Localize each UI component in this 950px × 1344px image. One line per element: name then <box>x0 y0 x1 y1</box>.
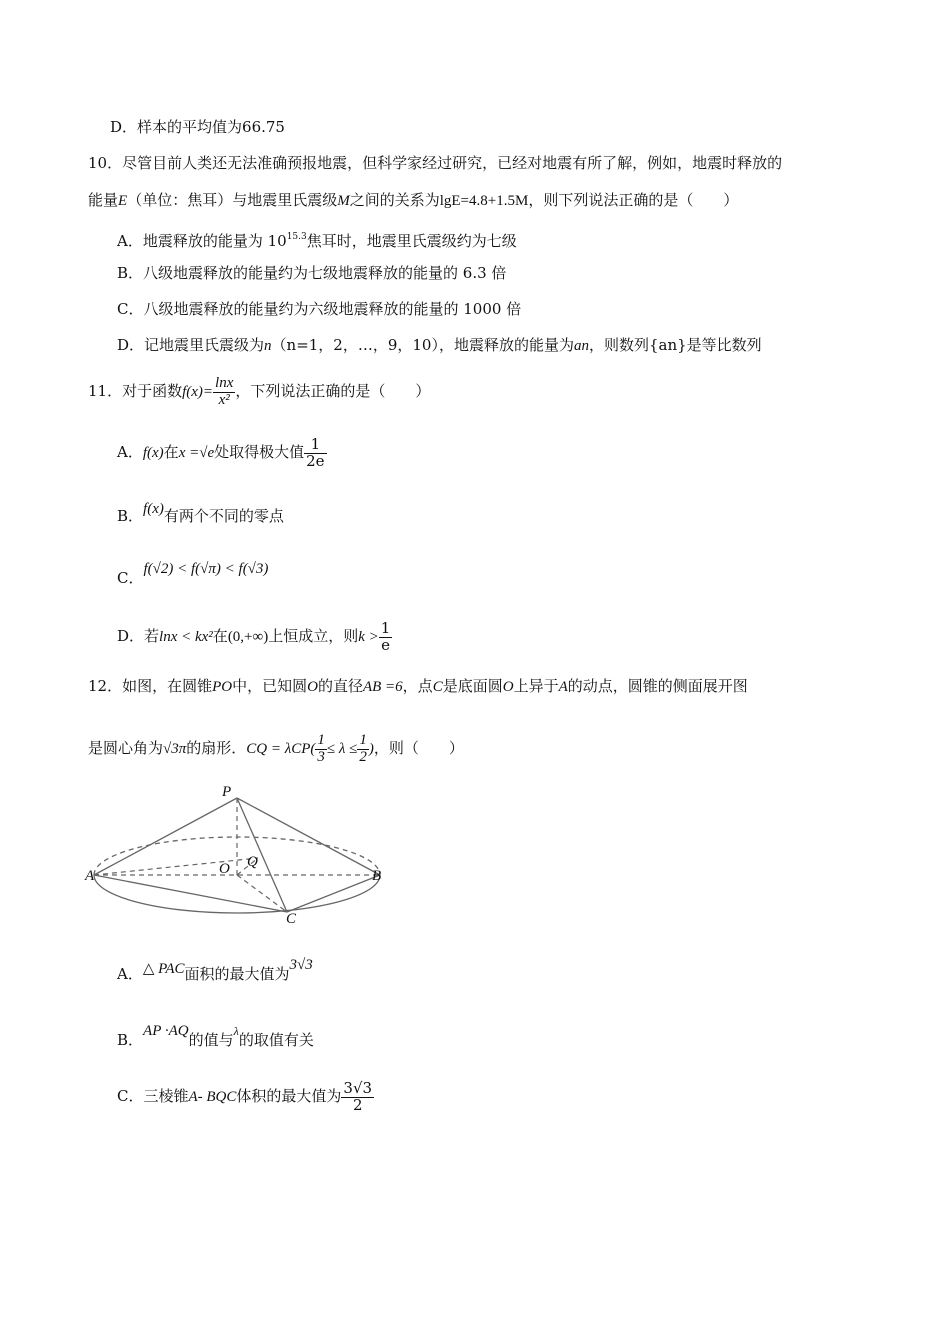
label-b: B <box>372 868 382 884</box>
q10-stem-line1: 10．尽管目前人类还无法准确预报地震，但科学家经过研究，已经对地震有所了解，例如，地震时释放的 <box>88 154 783 172</box>
q11-option-c: C．f(√2) < f(√π) < f(√3) <box>117 561 269 587</box>
q12-cone-figure <box>82 780 392 930</box>
label-o: O <box>219 861 230 877</box>
edge-ac <box>94 875 287 912</box>
edge-bc <box>287 875 380 912</box>
q10-option-c: C．八级地震释放的能量约为六级地震释放的能量的 1000 倍 <box>117 300 522 318</box>
q10-option-a: A．地震释放的能量为 $10^{15.3}$焦耳时，地震里氏震级约为七级 <box>117 232 517 250</box>
q11-option-b: B．f(x)有两个不同的零点 <box>117 501 284 525</box>
edge-pc <box>237 798 287 912</box>
q10-option-b: B．八级地震释放的能量约为七级地震释放的能量的 6.3 倍 <box>117 264 507 282</box>
label-p: P <box>222 784 232 800</box>
q10-option-d: D．记地震里氏震级为n（n=1，2，…，9，10），地震释放的能量为an，则数列{an}是等比数列 <box>117 336 762 354</box>
q12-stem-line1: 12．如图，在圆锥PO中，已知圆O的直径AB =6，点C是底面圆O上异于A的动点，圆锥的侧面展开图 <box>88 677 748 695</box>
q12-option-c: C．三棱锥A- BQC体积的最大值为 $\frac{3√3}{2}$ <box>117 1078 373 1114</box>
q12-option-b: B．AP ·AQ的值与$^\lambda$的取值有关 <box>117 1023 314 1049</box>
q9-option-d: D．样本的平均值为66.75 <box>110 118 285 136</box>
q11-stem: 11．对于函数f(x)= $\frac{\ln x}{\text{x²}}$ ，下列说法正确的是（ ） <box>88 374 431 408</box>
q12-option-a: A．△ PAC面积的最大值为3√3 <box>117 957 313 983</box>
q10-stem-line2: 能量E（单位：焦耳）与地震里氏震级M之间的关系为lgE=4.8+1.5M，则下列说法正确的是（ ） <box>88 191 739 209</box>
label-c: C <box>286 911 297 927</box>
q11-fraction: $\frac{\ln x}{\text{x²}}$ <box>215 374 234 408</box>
q11-option-d: D．若lnx < kx²在(0,+∞)上恒成立，则k > $\frac{1}{e}$ <box>117 618 391 654</box>
label-a: A <box>85 868 95 884</box>
segment-aq <box>94 858 258 875</box>
label-q: Q <box>247 854 258 870</box>
q11-option-a: A．f(x)在x =√e处取得极大值 $\frac{1}{2e}$ <box>117 434 325 470</box>
q12-stem-line2: 是圆心角为√3π的扇形．CQ = λCP( $\frac{1}{3}$ ≤ λ ≤ $\frac{1}{2}$ )，则（ ） <box>88 731 464 765</box>
